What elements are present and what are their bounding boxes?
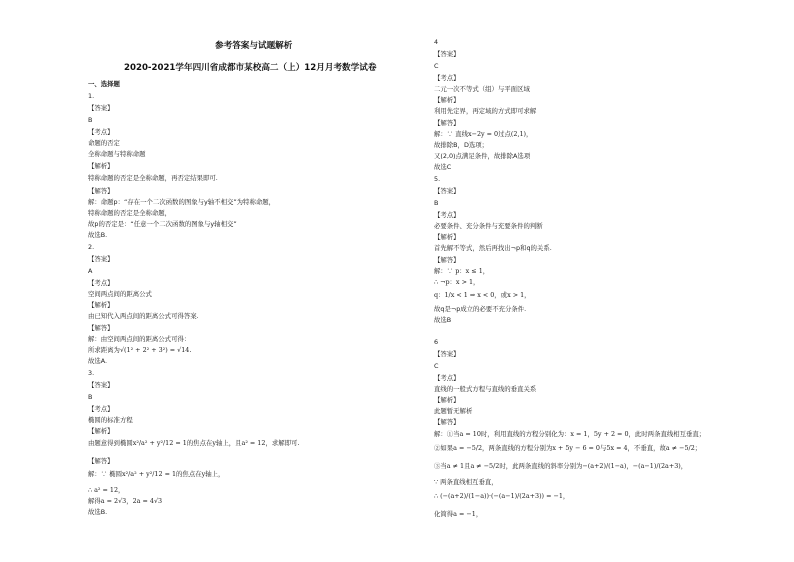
question-number: 1.	[88, 92, 95, 100]
topic-text: 空间两点间的距离公式	[88, 290, 152, 298]
solution-text: 又(2,0)点满足条件，故排除A选项	[434, 152, 531, 160]
question-number: 6	[434, 338, 439, 346]
solution-text: 解：命题p：“存在一个二次函数的图象与y轴不相交”为特称命题，	[88, 198, 276, 206]
solution-text: ∵ 两条直线相互垂直，	[434, 478, 498, 486]
solution-formula: 解：∵ p：x ≤ 1，	[434, 267, 490, 275]
solution-formula: ∴ a² = 12，	[88, 486, 125, 494]
analysis-text: 由已知代入两点间的距离公式可得答案.	[88, 312, 199, 320]
solution-formula: 解：①当a = 10时，利用直线的方程分别化为：x = 1，5y + 2 = 0，此时两条直线相互垂直；	[434, 430, 706, 438]
analysis-text: 特称命题的否定是全称命题，再否定结果即可.	[88, 174, 218, 182]
solution-label: 【解答】	[434, 119, 460, 127]
topic-label: 【考点】	[88, 405, 114, 413]
solution-text: 故选C	[434, 163, 452, 171]
analysis-text: 首先解不等式，然后再找出¬p和q的关系.	[434, 244, 552, 252]
solution-label: 【解答】	[434, 256, 460, 264]
topic-label: 【考点】	[434, 374, 460, 382]
solution-label: 【解答】	[88, 324, 114, 332]
answer-label: 【答案】	[434, 350, 460, 358]
topic-text: 全称命题与特称命题	[88, 150, 146, 158]
question-number: 4	[434, 38, 439, 46]
solution-text: 故q是¬p成立的必要不充分条件.	[434, 305, 527, 313]
answer-value: B	[88, 393, 93, 401]
topic-text: 椭圆的标准方程	[88, 416, 133, 424]
question-number: 2.	[88, 243, 95, 251]
topic-label: 【考点】	[88, 128, 114, 136]
analysis-label: 【解析】	[434, 396, 460, 404]
analysis-label: 【解析】	[434, 96, 460, 104]
analysis-text: 此题暂无解析	[434, 407, 473, 415]
section-heading: 一、选择题	[88, 80, 120, 88]
answer-label: 【答案】	[434, 187, 460, 195]
solution-formula: ∴ ¬p：x > 1，	[434, 278, 480, 286]
solution-formula: 解：∵ 直线x−2y = 0过点(2,1)，	[434, 130, 533, 138]
question-number: 5.	[434, 175, 441, 183]
solution-text: 故选B.	[88, 231, 108, 239]
analysis-label: 【解析】	[434, 233, 460, 241]
analysis-label: 【解析】	[88, 427, 114, 435]
solution-label: 【解答】	[434, 418, 460, 426]
solution-label: 【解答】	[88, 457, 114, 465]
answer-value: A	[88, 267, 93, 275]
doc-title: 参考答案与试题解析	[215, 41, 293, 51]
analysis-formula: 由题意得到椭圆x²/a² + y²/12 = 1的焦点在y轴上，且a² = 12，求解即可.	[88, 439, 300, 447]
solution-formula: ③当a ≠ 1且a ≠ −5/2时，此两条直线的斜率分别为−(a+2)/(1−a)，−(a−1)/(2a+3)，	[434, 462, 688, 470]
topic-label: 【考点】	[434, 74, 460, 82]
solution-text: 解：由空间两点间的距离公式可得：	[88, 335, 191, 343]
solution-formula: 解：∵ 椭圆x²/a² + y²/12 = 1的焦点在y轴上，	[88, 470, 225, 478]
answer-value: B	[88, 116, 93, 124]
answer-label: 【答案】	[88, 255, 114, 263]
analysis-text: 利用先定界，再定域的方式即可求解	[434, 107, 537, 115]
solution-label: 【解答】	[88, 187, 114, 195]
answer-value: C	[434, 362, 439, 370]
topic-label: 【考点】	[88, 279, 114, 287]
topic-text: 必要条件、充分条件与充要条件的判断	[434, 222, 543, 230]
doc-subtitle: 2020-2021学年四川省成都市某校高二（上）12月月考数学试卷	[124, 63, 377, 73]
question-number: 3.	[88, 369, 95, 377]
topic-label: 【考点】	[434, 211, 460, 219]
answer-label: 【答案】	[88, 381, 114, 389]
solution-formula: 化简得a = −1，	[434, 510, 483, 518]
solution-text: 故排除B，D选项；	[434, 141, 489, 149]
solution-formula: ∴ (−(a+2)/(1−a))·(−(a−1)/(2a+3)) = −1，	[434, 492, 570, 500]
topic-text: 直线的一般式方程与直线的垂直关系	[434, 385, 537, 393]
solution-formula: 解得a = 2√3，2a = 4√3	[88, 497, 163, 505]
solution-formula: ②如果a = −5/2，两条直线的方程分别为x + 5y − 6 = 0与5x = 4，不垂直，故a ≠ −5/2；	[434, 444, 702, 452]
answer-value: C	[434, 62, 439, 70]
analysis-label: 【解析】	[88, 162, 114, 170]
solution-text: 故选B	[434, 316, 452, 324]
topic-text: 命题的否定	[88, 139, 120, 147]
solution-text: 特称命题的否定是全称命题，	[88, 209, 172, 217]
answer-label: 【答案】	[434, 50, 460, 58]
solution-formula: 所求距离为√(1² + 2² + 3²) = √14.	[88, 346, 192, 354]
analysis-label: 【解析】	[88, 301, 114, 309]
solution-text: 故选B.	[88, 508, 108, 516]
solution-formula: q：1/x < 1 ⇒ x < 0，或x > 1，	[434, 291, 531, 299]
solution-text: 故选A.	[88, 357, 108, 365]
topic-text: 二元一次不等式（组）与平面区域	[434, 85, 530, 93]
solution-text: 故p的否定是：“任意一个二次函数的图象与y轴相交”	[88, 220, 237, 228]
answer-label: 【答案】	[88, 104, 114, 112]
answer-value: B	[434, 199, 439, 207]
